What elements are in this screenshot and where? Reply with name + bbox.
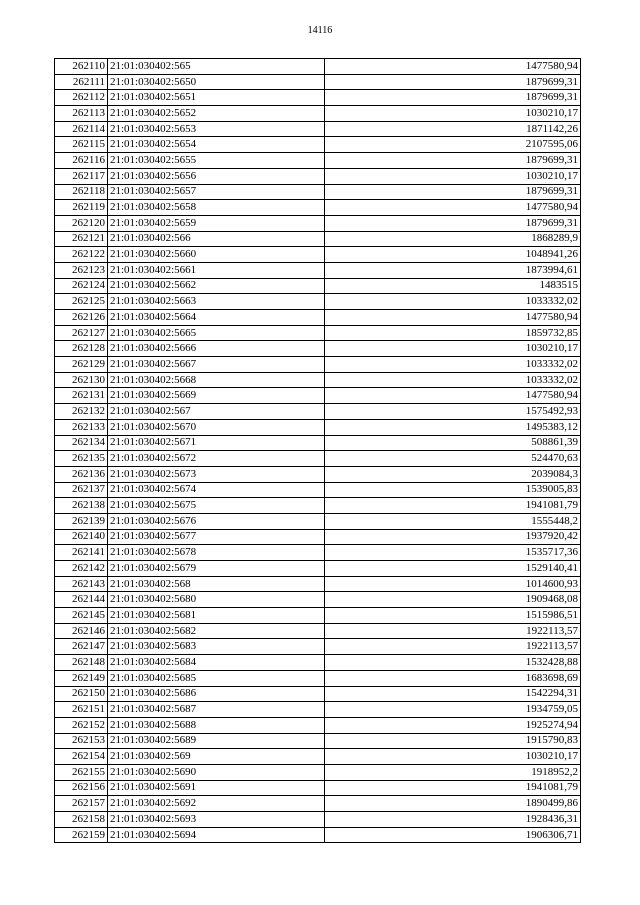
cadastral-number-cell: 21:01:030402:5656 xyxy=(108,168,325,184)
row-number-cell: 262137 xyxy=(55,482,108,498)
table-row xyxy=(55,733,581,749)
cadastral-value-cell: 1859732,85 xyxy=(325,325,581,341)
cadastral-value-cell: 1868289,9 xyxy=(325,231,581,247)
row-number-cell: 262113 xyxy=(55,106,108,122)
cadastral-number-cell: 21:01:030402:5651 xyxy=(108,90,325,106)
cadastral-number-cell: 21:01:030402:569 xyxy=(108,749,325,765)
cadastral-value-cell: 1515986,51 xyxy=(325,608,581,624)
table-row xyxy=(55,137,581,153)
cadastral-number-cell: 21:01:030402:5678 xyxy=(108,545,325,561)
table-row xyxy=(55,372,581,388)
row-number-cell: 262136 xyxy=(55,466,108,482)
cadastral-number-cell: 21:01:030402:5691 xyxy=(108,780,325,796)
table-row xyxy=(55,200,581,216)
cadastral-value-cell: 1941081,79 xyxy=(325,780,581,796)
row-number-cell: 262116 xyxy=(55,153,108,169)
cadastral-number-cell: 21:01:030402:5654 xyxy=(108,137,325,153)
row-number-cell: 262132 xyxy=(55,404,108,420)
table-row xyxy=(55,655,581,671)
table-row xyxy=(55,702,581,718)
table-row xyxy=(55,435,581,451)
table-row xyxy=(55,670,581,686)
table-row xyxy=(55,608,581,624)
cadastral-value-cell: 1937920,42 xyxy=(325,529,581,545)
table-row xyxy=(55,153,581,169)
cadastral-number-cell: 21:01:030402:5663 xyxy=(108,294,325,310)
cadastral-value-cell: 1033332,02 xyxy=(325,294,581,310)
cadastral-number-cell: 21:01:030402:5650 xyxy=(108,74,325,90)
row-number-cell: 262139 xyxy=(55,513,108,529)
cadastral-value-cell: 1925274,94 xyxy=(325,717,581,733)
cadastral-number-cell: 21:01:030402:5655 xyxy=(108,153,325,169)
cadastral-value-cell: 1542294,31 xyxy=(325,686,581,702)
table-row xyxy=(55,561,581,577)
table-row xyxy=(55,513,581,529)
cadastral-number-cell: 21:01:030402:5686 xyxy=(108,686,325,702)
cadastral-value-cell: 1048941,26 xyxy=(325,247,581,263)
cadastral-number-cell: 21:01:030402:5681 xyxy=(108,608,325,624)
cadastral-number-cell: 21:01:030402:5664 xyxy=(108,310,325,326)
row-number-cell: 262124 xyxy=(55,278,108,294)
cadastral-number-cell: 21:01:030402:5675 xyxy=(108,498,325,514)
row-number-cell: 262123 xyxy=(55,262,108,278)
cadastral-number-cell: 21:01:030402:5669 xyxy=(108,388,325,404)
cadastral-value-cell: 1483515 xyxy=(325,278,581,294)
cadastral-number-cell: 21:01:030402:5692 xyxy=(108,796,325,812)
table-body xyxy=(55,59,581,843)
row-number-cell: 262147 xyxy=(55,639,108,655)
cadastral-value-cell: 1033332,02 xyxy=(325,372,581,388)
cadastral-value-cell: 2107595,06 xyxy=(325,137,581,153)
row-number-cell: 262135 xyxy=(55,451,108,467)
row-number-cell: 262111 xyxy=(55,74,108,90)
cadastral-number-cell: 21:01:030402:5660 xyxy=(108,247,325,263)
cadastral-value-cell: 1477580,94 xyxy=(325,388,581,404)
row-number-cell: 262159 xyxy=(55,827,108,843)
table-row xyxy=(55,106,581,122)
cadastral-value-cell: 1030210,17 xyxy=(325,341,581,357)
row-number-cell: 262112 xyxy=(55,90,108,106)
cadastral-number-cell: 21:01:030402:5665 xyxy=(108,325,325,341)
row-number-cell: 262138 xyxy=(55,498,108,514)
cadastral-number-cell: 21:01:030402:5676 xyxy=(108,513,325,529)
row-number-cell: 262155 xyxy=(55,764,108,780)
table-row xyxy=(55,639,581,655)
cadastral-value-cell: 1915790,83 xyxy=(325,733,581,749)
cadastral-number-cell: 21:01:030402:5682 xyxy=(108,623,325,639)
table-row xyxy=(55,231,581,247)
cadastral-value-cell: 1014600,93 xyxy=(325,576,581,592)
cadastral-number-cell: 21:01:030402:5680 xyxy=(108,592,325,608)
cadastral-value-cell: 1879699,31 xyxy=(325,153,581,169)
row-number-cell: 262145 xyxy=(55,608,108,624)
cadastral-number-cell: 21:01:030402:5694 xyxy=(108,827,325,843)
cadastral-value-cell: 1575492,93 xyxy=(325,404,581,420)
row-number-cell: 262133 xyxy=(55,419,108,435)
cadastral-number-cell: 21:01:030402:5683 xyxy=(108,639,325,655)
cadastral-value-cell: 1535717,36 xyxy=(325,545,581,561)
cadastral-value-cell: 1879699,31 xyxy=(325,184,581,200)
page-number: 14116 xyxy=(307,25,333,36)
cadastral-number-cell: 21:01:030402:5668 xyxy=(108,372,325,388)
table-row xyxy=(55,310,581,326)
row-number-cell: 262151 xyxy=(55,702,108,718)
table-row xyxy=(55,576,581,592)
cadastral-number-cell: 21:01:030402:5684 xyxy=(108,655,325,671)
cadastral-value-cell: 1918952,2 xyxy=(325,764,581,780)
table-row xyxy=(55,59,581,75)
table-row xyxy=(55,466,581,482)
row-number-cell: 262127 xyxy=(55,325,108,341)
row-number-cell: 262142 xyxy=(55,561,108,577)
cadastral-value-cell: 1871142,26 xyxy=(325,121,581,137)
row-number-cell: 262141 xyxy=(55,545,108,561)
row-number-cell: 262130 xyxy=(55,372,108,388)
cadastral-number-cell: 21:01:030402:568 xyxy=(108,576,325,592)
row-number-cell: 262128 xyxy=(55,341,108,357)
row-number-cell: 262149 xyxy=(55,670,108,686)
row-number-cell: 262154 xyxy=(55,749,108,765)
cadastral-number-cell: 21:01:030402:5670 xyxy=(108,419,325,435)
table-row xyxy=(55,168,581,184)
table-row xyxy=(55,498,581,514)
cadastral-number-cell: 21:01:030402:5662 xyxy=(108,278,325,294)
cadastral-value-cell: 1941081,79 xyxy=(325,498,581,514)
table-row xyxy=(55,215,581,231)
cadastral-number-cell: 21:01:030402:5657 xyxy=(108,184,325,200)
cadastral-number-cell: 21:01:030402:5666 xyxy=(108,341,325,357)
cadastral-number-cell: 21:01:030402:5690 xyxy=(108,764,325,780)
cadastral-value-cell: 1890499,86 xyxy=(325,796,581,812)
cadastral-number-cell: 21:01:030402:5679 xyxy=(108,561,325,577)
row-number-cell: 262114 xyxy=(55,121,108,137)
table-row xyxy=(55,686,581,702)
cadastral-number-cell: 21:01:030402:5677 xyxy=(108,529,325,545)
cadastral-value-table xyxy=(54,58,581,843)
cadastral-value-cell: 1879699,31 xyxy=(325,90,581,106)
cadastral-value-cell: 1683698,69 xyxy=(325,670,581,686)
cadastral-value-cell: 1030210,17 xyxy=(325,168,581,184)
cadastral-number-cell: 21:01:030402:5674 xyxy=(108,482,325,498)
cadastral-value-cell: 1879699,31 xyxy=(325,215,581,231)
row-number-cell: 262143 xyxy=(55,576,108,592)
table-row xyxy=(55,529,581,545)
row-number-cell: 262134 xyxy=(55,435,108,451)
cadastral-number-cell: 21:01:030402:5667 xyxy=(108,357,325,373)
cadastral-number-cell: 21:01:030402:5688 xyxy=(108,717,325,733)
cadastral-value-cell: 1928436,31 xyxy=(325,812,581,828)
cadastral-value-cell: 508861,39 xyxy=(325,435,581,451)
cadastral-number-cell: 21:01:030402:5689 xyxy=(108,733,325,749)
cadastral-number-cell: 21:01:030402:5659 xyxy=(108,215,325,231)
row-number-cell: 262146 xyxy=(55,623,108,639)
cadastral-value-cell: 1922113,57 xyxy=(325,623,581,639)
cadastral-value-cell: 524470,63 xyxy=(325,451,581,467)
table-row xyxy=(55,592,581,608)
cadastral-value-cell: 1030210,17 xyxy=(325,106,581,122)
cadastral-number-cell: 21:01:030402:5652 xyxy=(108,106,325,122)
table-row xyxy=(55,451,581,467)
table-row xyxy=(55,780,581,796)
cadastral-number-cell: 21:01:030402:5671 xyxy=(108,435,325,451)
table-row xyxy=(55,717,581,733)
cadastral-number-cell: 21:01:030402:5693 xyxy=(108,812,325,828)
row-number-cell: 262122 xyxy=(55,247,108,263)
table-row xyxy=(55,404,581,420)
row-number-cell: 262144 xyxy=(55,592,108,608)
cadastral-value-cell: 1477580,94 xyxy=(325,310,581,326)
table-row xyxy=(55,357,581,373)
cadastral-number-cell: 21:01:030402:5673 xyxy=(108,466,325,482)
cadastral-value-cell: 1532428,88 xyxy=(325,655,581,671)
row-number-cell: 262118 xyxy=(55,184,108,200)
table-row xyxy=(55,262,581,278)
cadastral-number-cell: 21:01:030402:5685 xyxy=(108,670,325,686)
cadastral-value-cell: 1033332,02 xyxy=(325,357,581,373)
table-row xyxy=(55,419,581,435)
row-number-cell: 262131 xyxy=(55,388,108,404)
cadastral-number-cell: 21:01:030402:565 xyxy=(108,59,325,75)
cadastral-value-cell: 1934759,05 xyxy=(325,702,581,718)
cadastral-number-cell: 21:01:030402:567 xyxy=(108,404,325,420)
cadastral-value-cell: 1922113,57 xyxy=(325,639,581,655)
cadastral-value-cell: 1477580,94 xyxy=(325,200,581,216)
cadastral-number-cell: 21:01:030402:5687 xyxy=(108,702,325,718)
cadastral-number-cell: 21:01:030402:5672 xyxy=(108,451,325,467)
cadastral-value-cell: 1909468,08 xyxy=(325,592,581,608)
cadastral-number-cell: 21:01:030402:566 xyxy=(108,231,325,247)
table-row xyxy=(55,184,581,200)
table-row xyxy=(55,294,581,310)
row-number-cell: 262158 xyxy=(55,812,108,828)
row-number-cell: 262125 xyxy=(55,294,108,310)
cadastral-value-cell: 1906306,71 xyxy=(325,827,581,843)
row-number-cell: 262129 xyxy=(55,357,108,373)
table-row xyxy=(55,812,581,828)
row-number-cell: 262153 xyxy=(55,733,108,749)
row-number-cell: 262156 xyxy=(55,780,108,796)
table-row xyxy=(55,796,581,812)
table-row xyxy=(55,247,581,263)
row-number-cell: 262120 xyxy=(55,215,108,231)
cadastral-value-cell: 1879699,31 xyxy=(325,74,581,90)
row-number-cell: 262110 xyxy=(55,59,108,75)
cadastral-value-cell: 2039084,3 xyxy=(325,466,581,482)
cadastral-value-cell: 1030210,17 xyxy=(325,749,581,765)
table-row xyxy=(55,749,581,765)
table-row xyxy=(55,121,581,137)
table-row xyxy=(55,341,581,357)
cadastral-value-cell: 1495383,12 xyxy=(325,419,581,435)
table-row xyxy=(55,545,581,561)
cadastral-number-cell: 21:01:030402:5658 xyxy=(108,200,325,216)
table-row xyxy=(55,278,581,294)
row-number-cell: 262115 xyxy=(55,137,108,153)
table-row xyxy=(55,482,581,498)
cadastral-number-cell: 21:01:030402:5653 xyxy=(108,121,325,137)
cadastral-number-cell: 21:01:030402:5661 xyxy=(108,262,325,278)
table-row xyxy=(55,388,581,404)
row-number-cell: 262126 xyxy=(55,310,108,326)
cadastral-value-cell: 1539005,83 xyxy=(325,482,581,498)
table-row xyxy=(55,90,581,106)
table-row xyxy=(55,623,581,639)
row-number-cell: 262119 xyxy=(55,200,108,216)
table-row xyxy=(55,764,581,780)
cadastral-value-cell: 1529140,41 xyxy=(325,561,581,577)
cadastral-value-cell: 1555448,2 xyxy=(325,513,581,529)
row-number-cell: 262140 xyxy=(55,529,108,545)
row-number-cell: 262148 xyxy=(55,655,108,671)
row-number-cell: 262121 xyxy=(55,231,108,247)
row-number-cell: 262152 xyxy=(55,717,108,733)
table-row xyxy=(55,827,581,843)
row-number-cell: 262157 xyxy=(55,796,108,812)
table-row xyxy=(55,325,581,341)
row-number-cell: 262150 xyxy=(55,686,108,702)
table-row xyxy=(55,74,581,90)
cadastral-value-cell: 1477580,94 xyxy=(325,59,581,75)
row-number-cell: 262117 xyxy=(55,168,108,184)
cadastral-value-cell: 1873994,61 xyxy=(325,262,581,278)
